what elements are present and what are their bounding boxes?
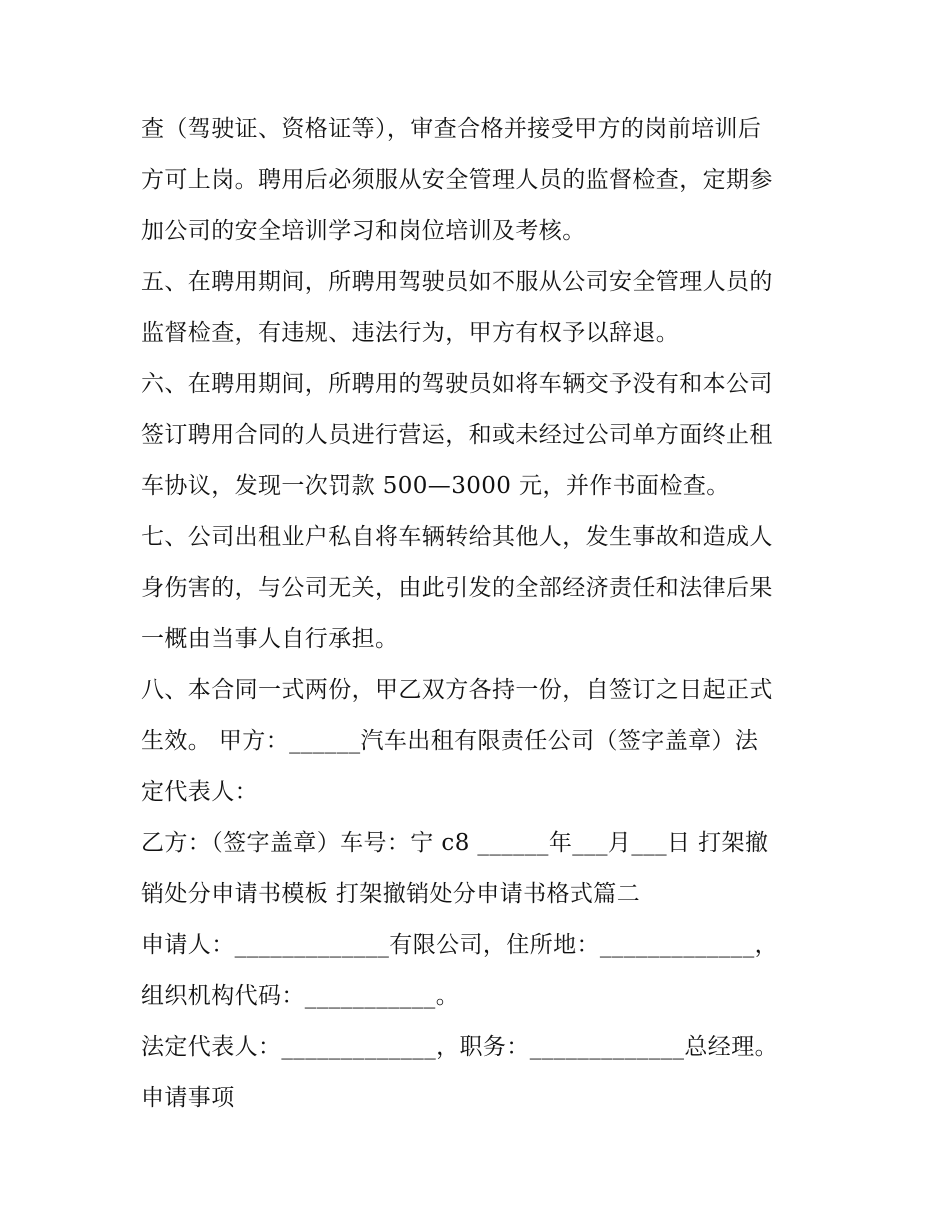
- text-line: 定代表人：: [141, 779, 258, 805]
- text-line: 乙方：（签字盖章）车号：宁 c8 ______年___月___日 打架撤: [141, 830, 769, 856]
- text-line: 销处分申请书模板 打架撤销处分申请书格式篇二: [141, 881, 641, 907]
- document-body: [141, 104, 821, 1124]
- text-line: 车协议，发现一次罚款 500—3000 元，并作书面检查。: [141, 473, 730, 499]
- text-line: 申请事项: [141, 1085, 235, 1111]
- text-line: 生效。 甲方：______汽车出租有限责任公司（签字盖章）法: [141, 728, 759, 754]
- text-line: 申请人：_____________有限公司，住所地：_____________，: [141, 932, 778, 958]
- text-line: 组织机构代码：___________。: [141, 983, 460, 1009]
- text-line: 监督检查，有违规、违法行为，甲方有权予以辞退。: [141, 320, 680, 346]
- text-line: 法定代表人：_____________，职务：_____________总经理。: [141, 1034, 778, 1060]
- text-line: 加公司的安全培训学习和岗位培训及考核。: [141, 218, 586, 244]
- text-line: 签订聘用合同的人员进行营运，和或未经过公司单方面终止租: [141, 422, 773, 448]
- text-line: 查（驾驶证、资格证等），审查合格并接受甲方的岗前培训后: [141, 116, 762, 142]
- text-line: 七、公司出租业户私自将车辆转给其他人，发生事故和造成人: [141, 524, 773, 550]
- text-line: 六、在聘用期间，所聘用的驾驶员如将车辆交予没有和本公司: [141, 371, 773, 397]
- text-line: 八、本合同一式两份，甲乙双方各持一份，自签订之日起正式: [141, 677, 773, 703]
- text-line: 五、在聘用期间，所聘用驾驶员如不服从公司安全管理人员的: [141, 269, 773, 295]
- text-line: 身伤害的，与公司无关，由此引发的全部经济责任和法律后果: [141, 575, 773, 601]
- text-line: 一概由当事人自行承担。: [141, 626, 399, 652]
- text-line: 方可上岗。聘用后必须服从安全管理人员的监督检查，定期参: [141, 167, 773, 193]
